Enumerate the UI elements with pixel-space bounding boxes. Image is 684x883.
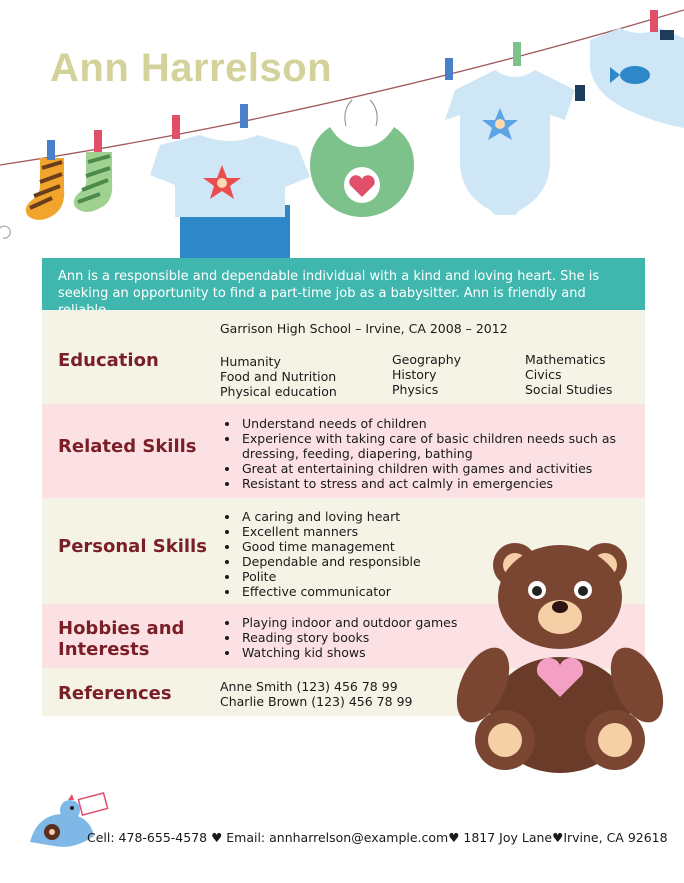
references-title: References (58, 683, 172, 704)
related-skills-section (42, 404, 645, 498)
tshirt-icon (150, 104, 310, 260)
list-item: • Excellent manners (240, 524, 500, 539)
subject: Social Studies (525, 382, 613, 397)
hobbies-title (58, 618, 184, 660)
subject: Humanity (220, 354, 281, 369)
subject: Civics (525, 367, 562, 382)
subject: Food and Nutrition (220, 369, 337, 384)
list-item: • Experience with taking care of basic children needs such as dressing, feeding, diapering, bathing (240, 431, 630, 461)
teddy-bear-icon (455, 535, 665, 775)
education-title: Education (58, 350, 159, 371)
subject: Mathematics (525, 352, 606, 367)
education-subjects-col1 (220, 354, 337, 399)
subject: Physical education (220, 384, 337, 399)
personal-skills-title: Personal Skills (58, 536, 207, 557)
reference-item: Charlie Brown (123) 456 78 99 (220, 694, 413, 709)
onesie-icon (445, 42, 575, 215)
list-item: • Watching kid shows (240, 645, 480, 660)
list-item: • Dependable and responsible (240, 554, 500, 569)
list-item: • Resistant to stress and act calmly in emergencies (240, 476, 630, 491)
summary-text: Ann is a responsible and dependable individual with a kind and loving heart. She is seeking an opportunity to find a part-time job as a babysitter. Ann is friendly and (58, 269, 600, 301)
clothesline-illustration (0, 0, 684, 260)
hobbies-list (220, 615, 480, 660)
hobbies-title-line2: Interests (58, 639, 150, 660)
bib-icon (310, 100, 414, 217)
list-item: • Playing indoor and outdoor games (240, 615, 480, 630)
onesie-icon (575, 10, 684, 128)
list-item: • Polite (240, 569, 500, 584)
subject: History (392, 367, 437, 382)
references-list (220, 679, 412, 709)
hobbies-title-line1: Hobbies and (58, 618, 185, 639)
related-skills-title: Related Skills (58, 436, 197, 457)
subject: Geography (392, 352, 462, 367)
hobbies-list-wrap (220, 615, 480, 660)
education-subjects-col3 (525, 352, 612, 397)
education-subjects-col2 (392, 352, 461, 397)
reference-item: Anne Smith (123) 456 78 99 (220, 679, 398, 694)
list-item: • A caring and loving heart (240, 509, 500, 524)
subject: Physics (392, 382, 439, 397)
list-item: • Effective communicator (240, 584, 500, 599)
list-item: • Understand needs of children (240, 416, 630, 431)
sock-icon (74, 130, 113, 212)
related-skills-list-wrap (220, 416, 630, 491)
contact-footer: Cell: 478-655-4578 ♥ Email: annharrelson@example.com♥ 1817 Joy Lane♥Irvine, CA 92618 (87, 830, 668, 845)
education-section (42, 310, 645, 404)
applicant-name: Ann Harrelson (50, 46, 333, 90)
list-item: • Great at entertaining children with games and activities (240, 461, 630, 476)
education-school: Garrison High School – Irvine, CA 2008 – 2012 (220, 321, 508, 336)
list-item: • Reading story books (240, 630, 480, 645)
related-skills-list (220, 416, 630, 491)
list-item: • Good time management (240, 539, 500, 554)
summary-band (42, 258, 645, 310)
sock-icon (26, 140, 65, 220)
